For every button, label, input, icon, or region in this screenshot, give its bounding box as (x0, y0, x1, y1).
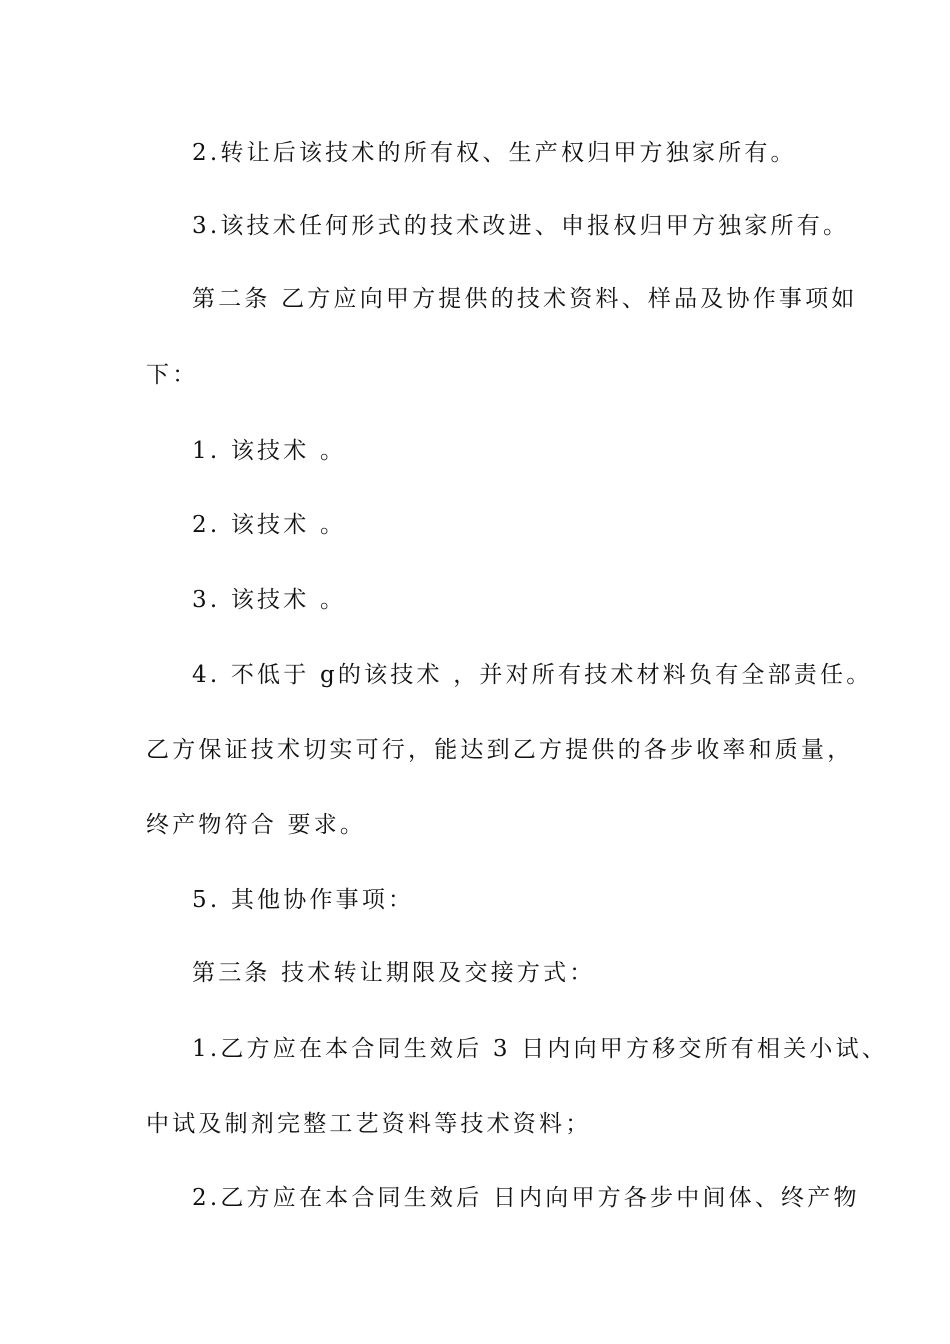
clause-item-2-ownership: 2.转让后该技术的所有权、生产权归甲方独家所有。 (192, 140, 797, 166)
clause-item-3-improvement-rights: 3.该技术任何形式的技术改进、申报权归甲方独家所有。 (192, 213, 850, 239)
article-2-item-5: 5. 其他协作事项： (192, 887, 415, 913)
article-2-item-4: 4. 不低于 g的该技术 ，并对所有技术材料负有全部责任。 (192, 662, 873, 688)
article-2-item-2: 2. 该技术 。 (192, 512, 347, 538)
article-3-heading: 第三条 技术转让期限及交接方式： (192, 960, 596, 986)
article-2-item-3: 3. 该技术 。 (192, 587, 347, 613)
article-3-item-1: 1.乙方应在本合同生效后 3 日内向甲方移交所有相关小试、 (192, 1036, 888, 1062)
article-2-item-4-continuation-2: 终产物符合 要求。 (146, 812, 367, 838)
article-2-item-4-continuation-1: 乙方保证技术切实可行，能达到乙方提供的各步收率和质量， (146, 737, 854, 763)
article-3-item-2: 2.乙方应在本合同生效后 日内向甲方各步中间体、终产物 (192, 1185, 860, 1211)
article-3-item-1-continuation: 中试及制剂完整工艺资料等技术资料； (146, 1111, 592, 1137)
article-2-item-1: 1. 该技术 。 (192, 438, 347, 464)
article-2-heading: 第二条 乙方应向甲方提供的技术资料、样品及协作事项如 (192, 286, 858, 312)
article-2-heading-continuation: 下： (146, 362, 199, 388)
